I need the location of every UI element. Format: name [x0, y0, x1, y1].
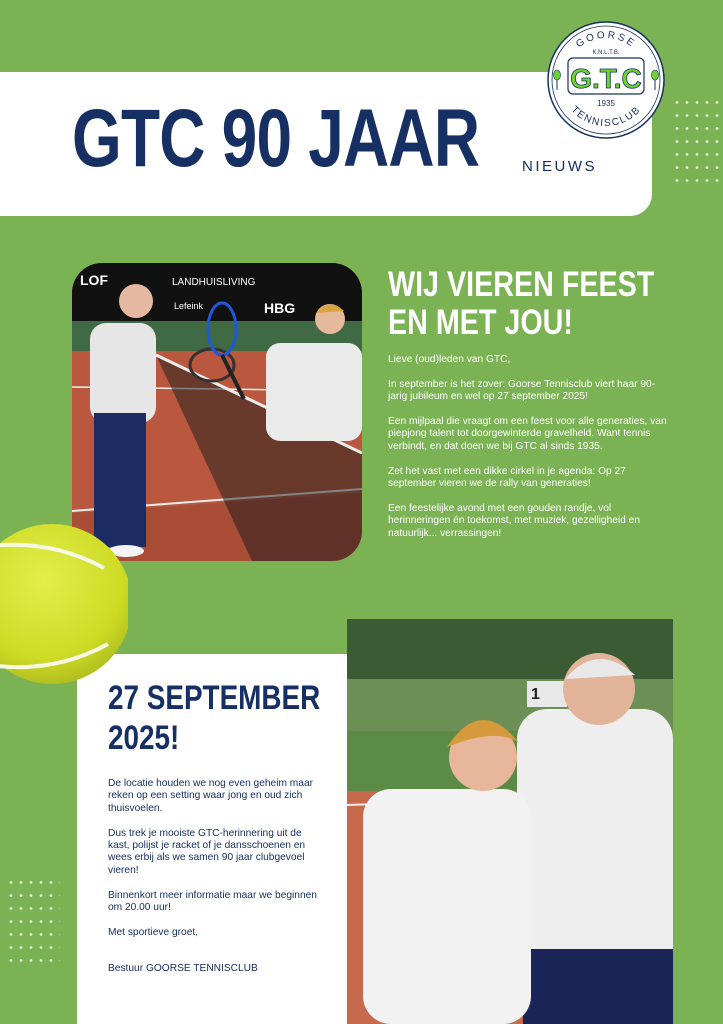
decorative-dots — [6, 876, 60, 962]
feest-paragraph: Lieve (oud)leden van GTC, — [388, 354, 511, 365]
photo-players-at-net — [72, 263, 362, 561]
banner-hbg: HBG — [264, 300, 296, 316]
scoreboard-digit: 1 — [531, 686, 540, 703]
banner-lof: LOF — [80, 272, 108, 288]
logo-knltb: K.N.L.T.B. — [592, 50, 620, 56]
page-title: GTC 90 JAAR — [72, 93, 480, 184]
feest-paragraph: Een mijlpaal die vraagt om een feest voor alle generaties, van piepjong talent tot doorgewinterde gravelheld. Want tennis verbindt, en dat doen we bij GTC al sinds 1935. — [388, 416, 667, 452]
date-title-line2: 2025! — [108, 719, 180, 757]
tennis-ball-icon — [0, 518, 128, 692]
feest-paragraph: Zet het vast met een dikke cirkel in je agenda: Op 27 september vieren we de rally van generaties! — [388, 465, 626, 490]
decorative-dots — [672, 96, 720, 184]
banner-lefeink: Lefeink — [174, 301, 204, 311]
logo-year: 1935 — [597, 99, 615, 108]
date-paragraph: De locatie houden we nog even geheim maar reken op een setting waar jong en oud zich thuisvoelen. — [108, 778, 314, 814]
feest-body — [388, 354, 668, 552]
signature-line: Bestuur GOORSE TENNISCLUB — [108, 963, 258, 975]
feest-paragraph: In september is het zover: Goorse Tennisclub viert haar 90-jarig jubileum en wel op 27 september 2025! — [388, 378, 656, 403]
photo-players-portrait — [347, 619, 673, 1024]
logo-arc-top: GOORSE — [574, 29, 638, 51]
feest-title-line2: EN MET JOU! — [388, 303, 573, 342]
banner-landhuisliving: LANDHUISLIVING — [172, 277, 256, 288]
date-body — [108, 778, 318, 988]
date-paragraph: Dus trek je mooiste GTC-herinnering uit de kast, polijst je racket of je dansschoenen en wees erbij als we samen 90 jaar clubgevoel vieren! — [108, 827, 306, 876]
date-paragraph: Binnenkort meer informatie maar we beginnen om 20.00 uur! — [108, 889, 317, 914]
date-paragraph: Met sportieve groet, — [108, 926, 199, 938]
logo-arc-bottom: TENNISCLUB — [568, 104, 644, 130]
feest-title — [388, 266, 654, 342]
section-label: NIEUWS — [522, 158, 597, 175]
club-logo — [546, 20, 666, 140]
date-title-line1: 27 SEPTEMBER — [108, 679, 321, 717]
feest-paragraph: Een feestelijke avond met een gouden randje, vol herinneringen én toekomst, met muziek, gezelligheid en natuurlijk... verrassingen! — [388, 502, 641, 539]
feest-title-line1: WIJ VIEREN FEEST — [388, 265, 655, 304]
date-title — [108, 678, 320, 758]
logo-initials: G.T.C — [570, 63, 642, 94]
